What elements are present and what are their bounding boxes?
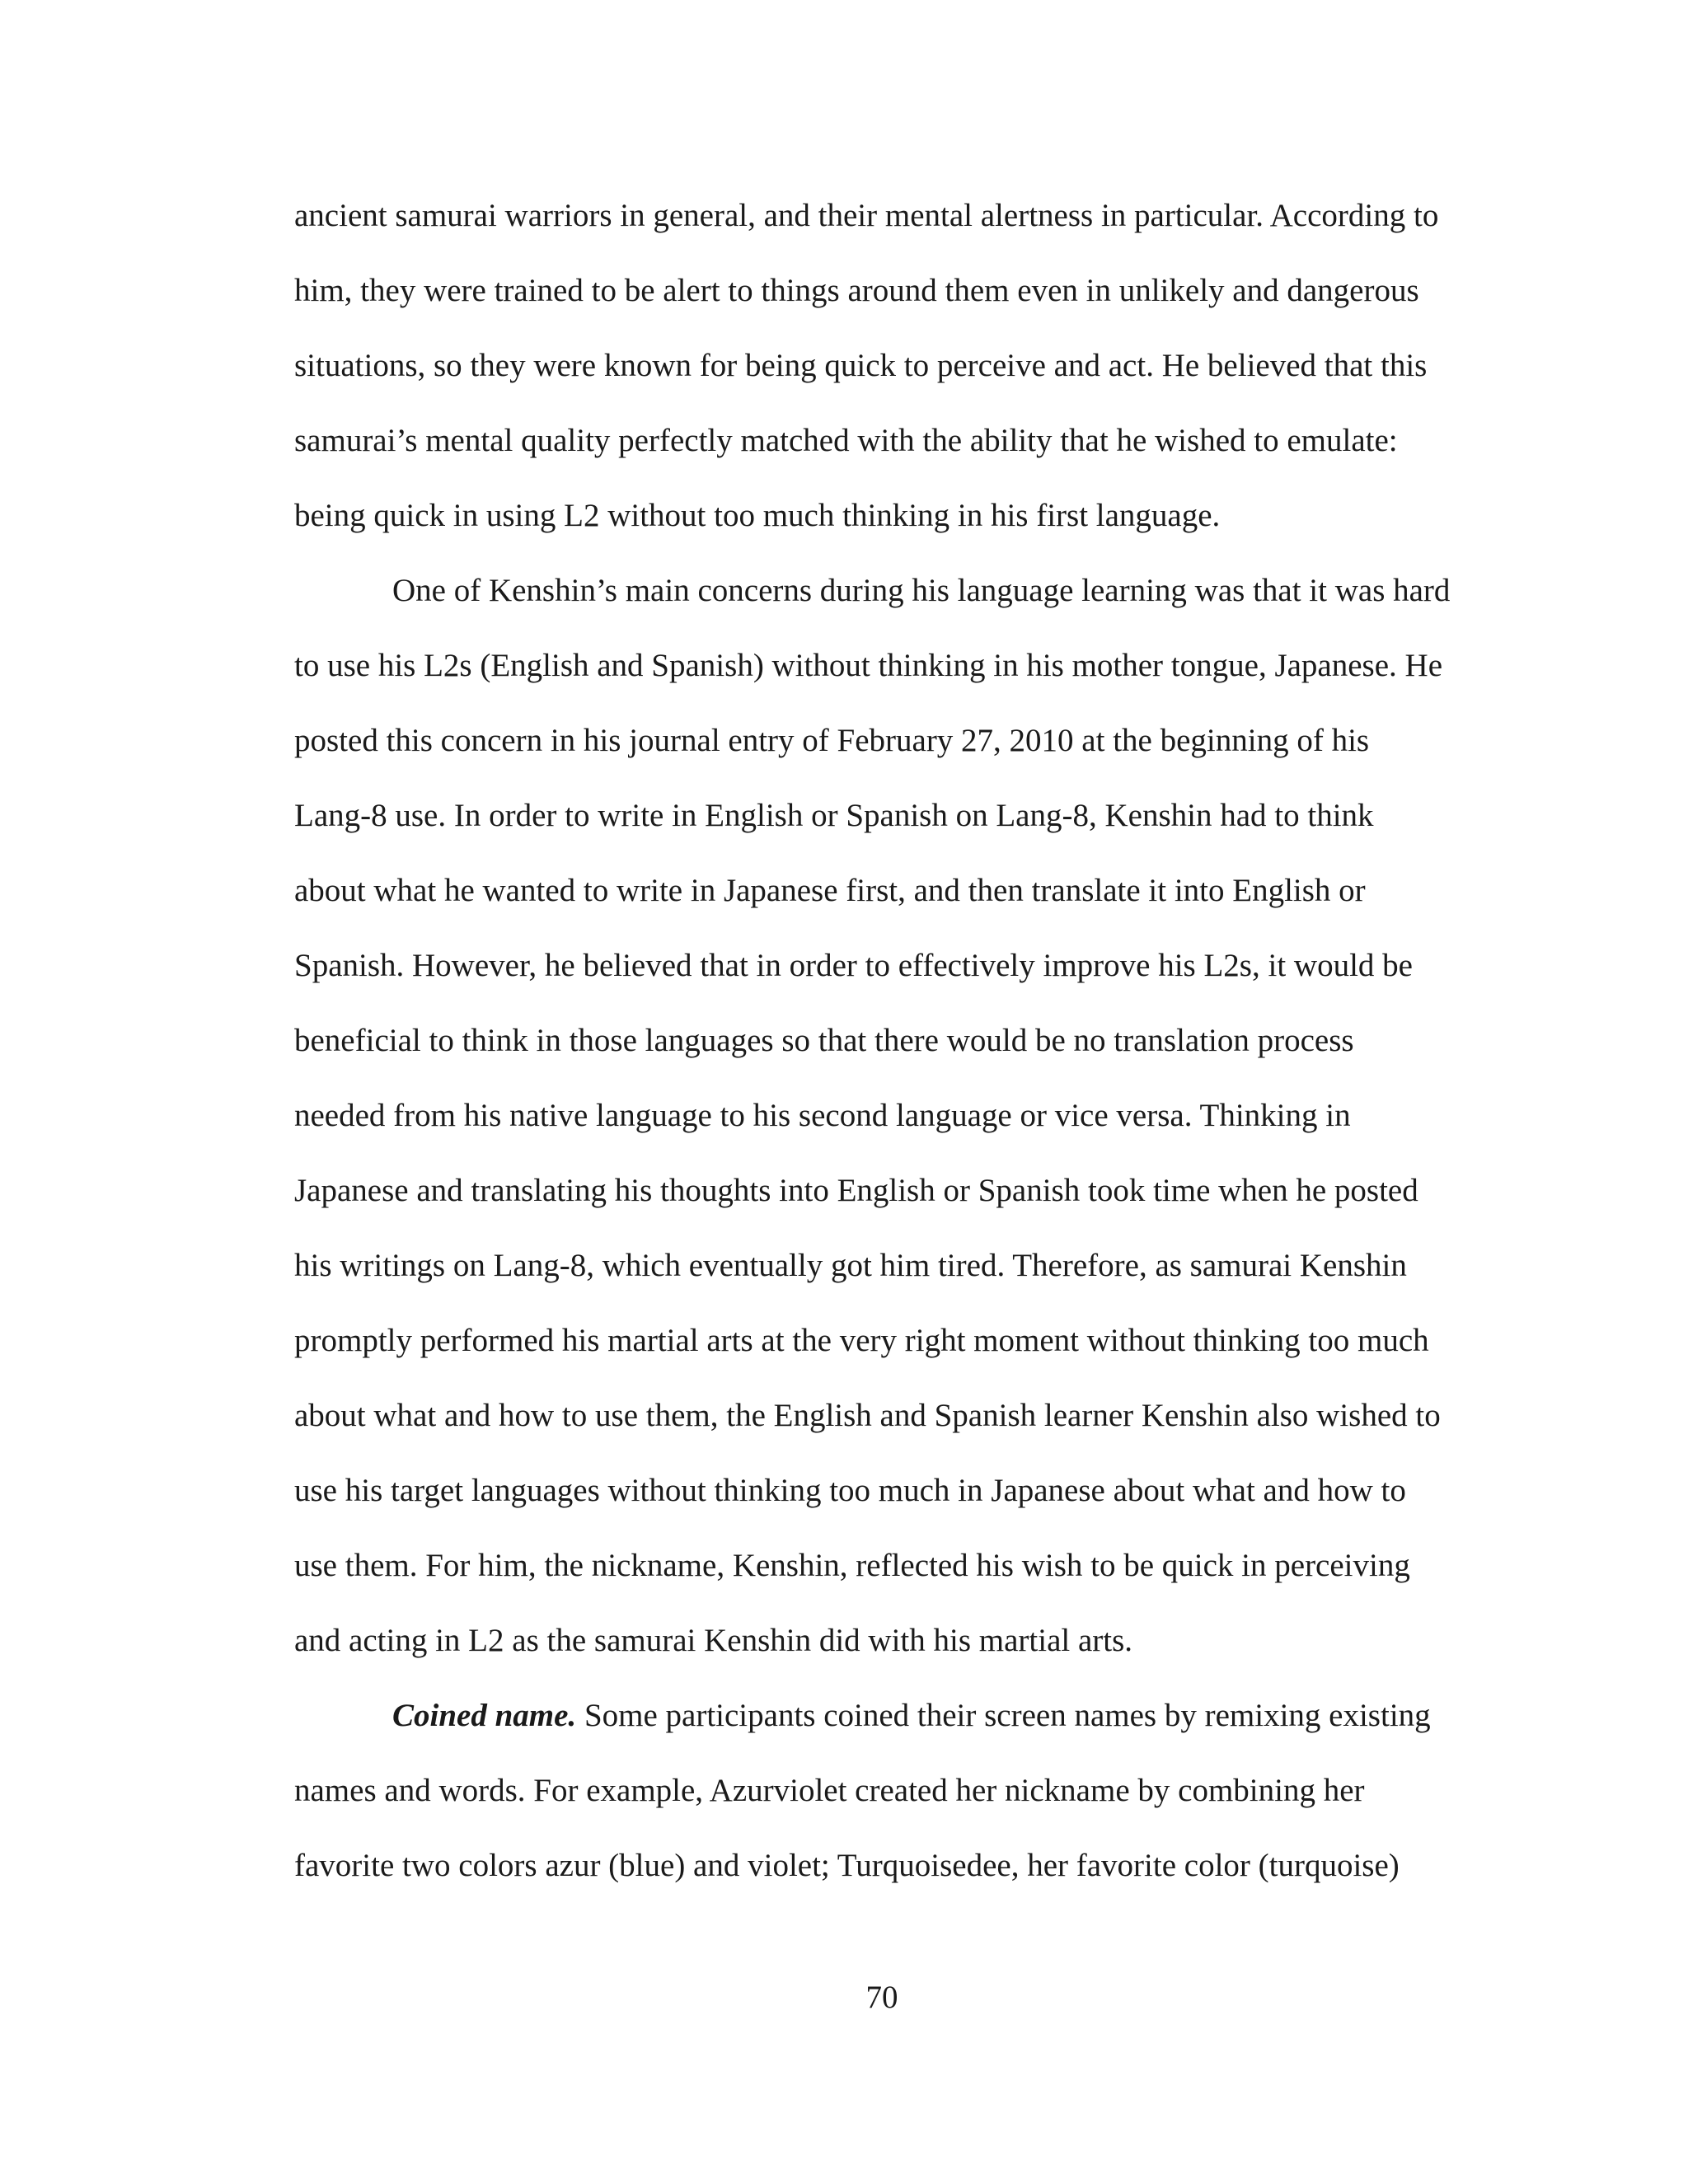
body-text-line: promptly performed his martial arts at the very right moment without thinking too much bbox=[294, 1323, 1429, 1358]
body-text-line: Spanish. However, he believed that in order to effectively improve his L2s, it would be bbox=[294, 948, 1413, 983]
body-text-line: being quick in using L2 without too much thinking in his first language. bbox=[294, 498, 1221, 533]
body-text-line: about what he wanted to write in Japanese first, and then translate it into English or bbox=[294, 873, 1366, 908]
body-text-line: Lang-8 use. In order to write in English or Spanish on Lang-8, Kenshin had to think bbox=[294, 798, 1374, 833]
body-text-line: and acting in L2 as the samurai Kenshin did with his martial arts. bbox=[294, 1623, 1133, 1658]
body-text-line: his writings on Lang-8, which eventually got him tired. Therefore, as samurai Kenshin bbox=[294, 1248, 1407, 1283]
body-text-line: to use his L2s (English and Spanish) without thinking in his mother tongue, Japanese. He bbox=[294, 648, 1443, 683]
body-text-line: names and words. For example, Azurviolet created her nickname by combining her bbox=[294, 1773, 1365, 1808]
body-text-line: needed from his native language to his second language or vice versa. Thinking in bbox=[294, 1098, 1351, 1133]
body-text-line: him, they were trained to be alert to things around them even in unlikely and dangerous bbox=[294, 273, 1419, 308]
section-first-line-text: Some participants coined their screen names by remixing existing bbox=[576, 1698, 1431, 1733]
body-text-line: favorite two colors azur (blue) and violet; Turquoisedee, her favorite color (turquoise) bbox=[294, 1848, 1400, 1883]
body-text-line: Japanese and translating his thoughts into English or Spanish took time when he posted bbox=[294, 1173, 1418, 1208]
body-text-line: beneficial to think in those languages so that there would be no translation process bbox=[294, 1023, 1354, 1058]
page-number: 70 bbox=[865, 1980, 898, 2015]
body-text-line: ancient samurai warriors in general, and their mental alertness in particular. According to bbox=[294, 198, 1439, 233]
body-text-line: use them. For him, the nickname, Kenshin, reflected his wish to be quick in perceiving bbox=[294, 1548, 1410, 1583]
paragraph-first-line: One of Kenshin’s main concerns during his language learning was that it was hard bbox=[392, 573, 1451, 608]
body-text-line: use his target languages without thinking too much in Japanese about what and how to bbox=[294, 1473, 1406, 1508]
body-text-line: posted this concern in his journal entry of February 27, 2010 at the beginning of his bbox=[294, 723, 1370, 758]
body-text-line: samurai’s mental quality perfectly matched with the ability that he wished to emulate: bbox=[294, 423, 1398, 458]
body-text-line: situations, so they were known for being quick to perceive and act. He believed that this bbox=[294, 348, 1428, 383]
body-text-line: about what and how to use them, the English and Spanish learner Kenshin also wished to bbox=[294, 1398, 1441, 1433]
section-first-line bbox=[392, 1696, 1431, 1736]
section-heading: Coined name. bbox=[392, 1698, 577, 1733]
